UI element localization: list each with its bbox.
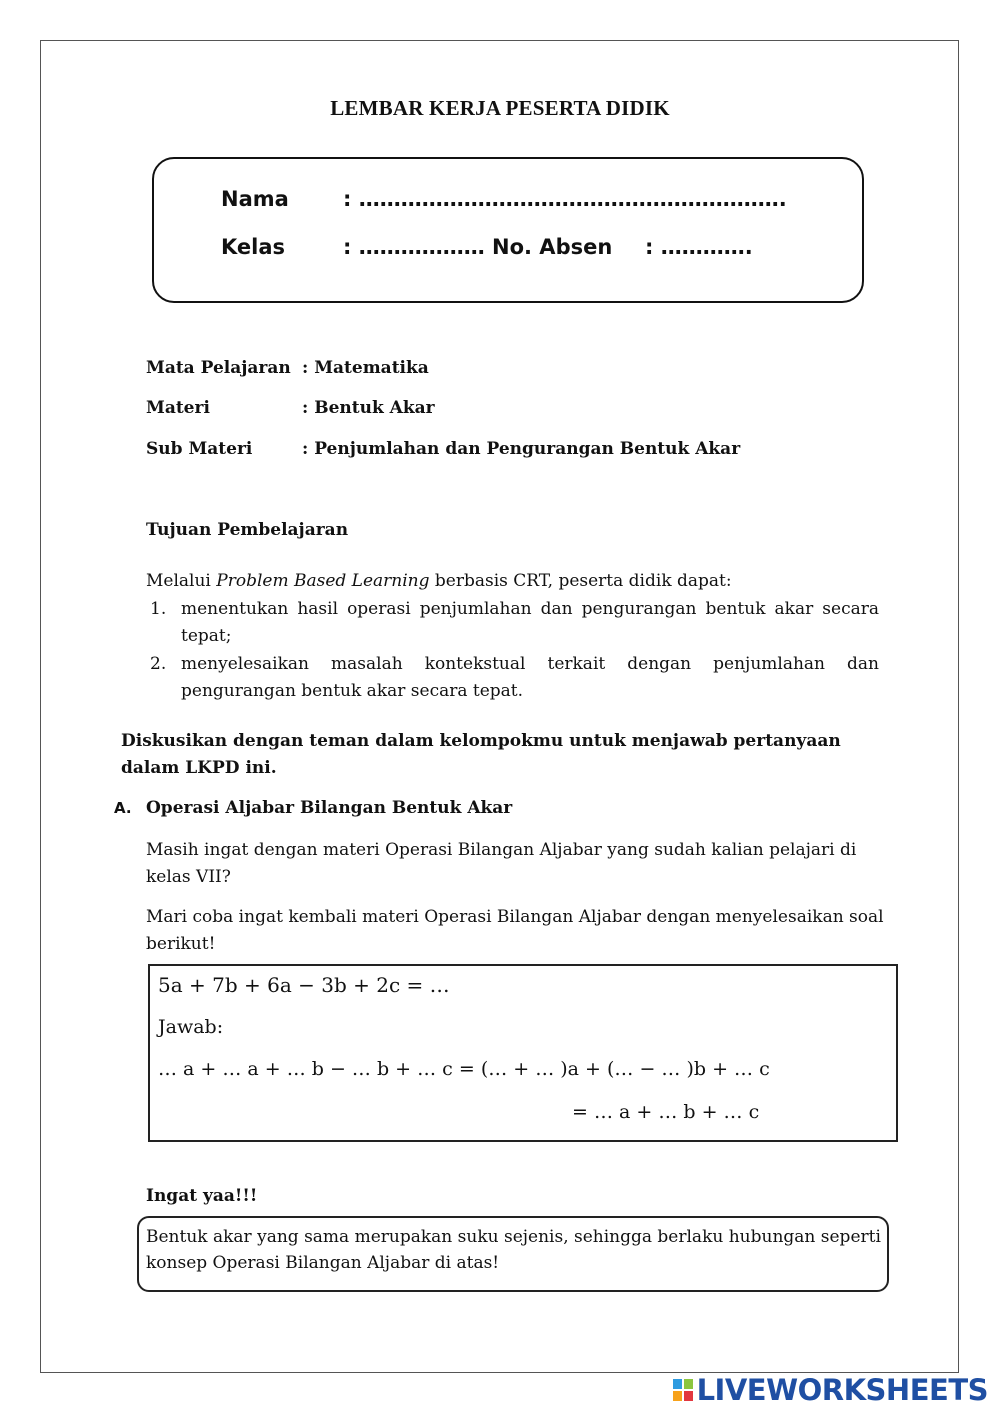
subject-label: Mata Pelajaran bbox=[146, 358, 291, 378]
answer-line-1[interactable]: … a + … a + … b − … b + … c = (… + … )a + (… − … )b + … c bbox=[158, 1058, 770, 1080]
class-field[interactable]: : ……………… No. Absen bbox=[343, 235, 613, 259]
section-a-heading: Operasi Aljabar Bilangan Bentuk Akar bbox=[146, 798, 513, 818]
material-label: Materi bbox=[146, 398, 210, 418]
objectives-intro-start: Melalui bbox=[146, 571, 217, 591]
name-field[interactable]: : ……………………………………………………. bbox=[343, 187, 787, 211]
objectives-intro bbox=[146, 568, 886, 595]
section-a-letter: A. bbox=[114, 799, 132, 817]
objectives-intro-method: Problem Based Learning bbox=[216, 571, 430, 591]
page-title: LEMBAR KERJA PESERTA DIDIK bbox=[330, 96, 670, 120]
subject-value: : Matematika bbox=[302, 358, 429, 378]
answer-label: Jawab: bbox=[158, 1016, 224, 1038]
exercise-problem: 5a + 7b + 6a − 3b + 2c = … bbox=[158, 973, 450, 997]
liveworksheets-logo-text: LIVEWORKSHEETS bbox=[696, 1373, 988, 1407]
section-a-paragraph-1: Masih ingat dengan materi Operasi Bilangan Aljabar yang sudah kalian pelajari di kelas VII? bbox=[146, 840, 857, 887]
name-label: Nama bbox=[221, 187, 289, 211]
absen-field[interactable]: : …………. bbox=[645, 235, 753, 259]
submaterial-value: : Penjumlahan dan Pengurangan Bentuk Akar bbox=[302, 439, 741, 459]
student-identity-box bbox=[152, 157, 864, 303]
liveworksheets-logo-icon bbox=[673, 1379, 693, 1401]
objectives-intro-end: berbasis CRT, peserta didik dapat: bbox=[429, 571, 732, 591]
exercise-box bbox=[148, 964, 898, 1142]
reminder-text: Bentuk akar yang sama merupakan suku sejenis, sehingga berlaku hubungan seperti konsep Operasi Bilangan Aljabar di atas! bbox=[146, 1227, 881, 1273]
material-value: : Bentuk Akar bbox=[302, 398, 435, 418]
reminder-box bbox=[137, 1216, 889, 1292]
objective-item-1: menentukan hasil operasi penjumlahan dan pengurangan bentuk akar secara tepat; bbox=[181, 599, 879, 646]
reminder-heading: Ingat yaa!!! bbox=[146, 1186, 258, 1206]
answer-line-2[interactable]: = … a + … b + … c bbox=[572, 1101, 760, 1123]
liveworksheets-logo bbox=[673, 1373, 988, 1407]
class-label: Kelas bbox=[221, 235, 286, 259]
section-a-paragraph-2: Mari coba ingat kembali materi Operasi Bilangan Aljabar dengan menyelesaikan soal berikut! bbox=[146, 907, 884, 954]
objectives-heading: Tujuan Pembelajaran bbox=[146, 520, 349, 540]
objective-number-2: 2. bbox=[150, 654, 167, 674]
discussion-instruction: Diskusikan dengan teman dalam kelompokmu untuk menjawab pertanyaan dalam LKPD ini. bbox=[121, 731, 841, 778]
objective-item-2: menyelesaikan masalah kontekstual terkait dengan penjumlahan dan pengurangan bentuk akar secara tepat. bbox=[181, 654, 879, 701]
objective-number-1: 1. bbox=[150, 599, 167, 619]
submaterial-label: Sub Materi bbox=[146, 439, 253, 459]
